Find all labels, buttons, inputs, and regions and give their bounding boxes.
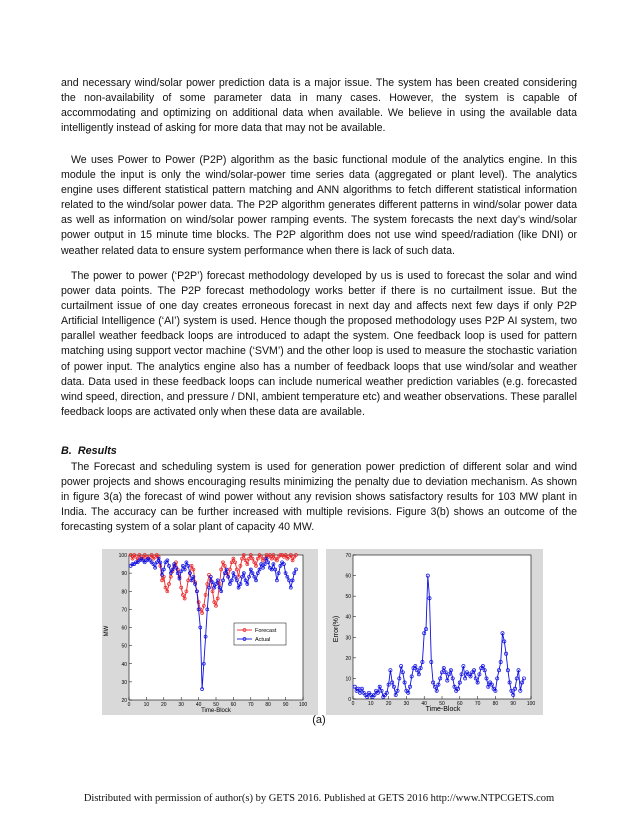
y-tick-label: 30 — [121, 679, 127, 686]
x-tick-label: 40 — [195, 702, 202, 708]
paragraph-intro: and necessary wind/solar power prediction data is a major issue. The system has been created considering the non-availability of some parameter data in many cases. However, the system is capable of accommodating and optimizing on additional data when available. We believe in using the available data intelligently instead of asking for more data that may not be available. — [61, 77, 577, 135]
paragraph-p2p-algorithm: We uses Power to Power (P2P) algorithm as the basic functional module of the analytics engine. In this module the input is only the wind/solar-power time series data (aggregated or plant level). The analytics engine uses different statistical pattern matching and ANN algorithms to fetch different statistical information related to the wind/solar power data. The P2P algorithm generates different patterns in wind/solar power data as well as information on wind/solar power ramping events. The system forecasts the next day’s wind/solar power output in 15 minute time blocks. The P2P algorithm does not use wind speed/radiation (like DNI) or weather related data to ensure system performance when there is lack of such data. — [61, 154, 577, 257]
y-tick-label: 10 — [345, 676, 351, 683]
y-tick-label: 50 — [345, 594, 351, 601]
x-tick-label: 50 — [439, 701, 445, 707]
legend-label-actual: Actual — [255, 637, 271, 643]
x-tick-label: 70 — [248, 702, 254, 708]
x-tick-label: 90 — [282, 702, 289, 708]
y-tick-label: 70 — [345, 553, 351, 559]
x-tick-label: 40 — [421, 701, 427, 707]
x-tick-label: 10 — [143, 702, 150, 708]
y-tick-label: 20 — [121, 698, 127, 704]
x-axis-label: Time-Block — [425, 706, 461, 713]
x-tick-label: 90 — [510, 701, 516, 707]
x-tick-label: 80 — [265, 702, 271, 708]
section-title: Results — [77, 445, 117, 457]
section-number: B. — [61, 445, 72, 457]
x-tick-label: 0 — [351, 701, 355, 707]
y-tick-label: 70 — [121, 607, 127, 614]
y-tick-label: 60 — [121, 625, 127, 632]
y-tick-label: 30 — [345, 635, 351, 642]
x-tick-label: 100 — [298, 702, 308, 708]
x-tick-label: 20 — [385, 701, 392, 707]
y-axis-label: MW — [104, 625, 110, 637]
y-tick-label: 60 — [345, 573, 351, 580]
figure-panel-right — [326, 549, 543, 715]
x-axis-label: Time-Block — [201, 708, 231, 714]
y-tick-label: 100 — [118, 553, 127, 559]
x-tick-label: 0 — [127, 702, 131, 708]
y-tick-label: 80 — [121, 589, 127, 596]
legend-label-forecast: Forecast — [255, 628, 277, 634]
figure-caption: (a) — [312, 714, 326, 726]
paragraph-forecast-methodology: The power to power (‘P2P’) forecast methodology developed by us is used to forecast the solar and wind power data points. The P2P forecast methodology works better if there is no curtailment issue. But the curtailment issue of one day creates erroneous forecast in next day and affects next few days if only P2P Artificial Intelligence (‘AI’) system is used. Hence though the proposed methodology uses P2P AI system, two parallel weather feedback loops are introduced to adapt the system. One feedback loop is used for pattern matching using support vector machine (‘SVM’) and the other loop is used to measure the stochastic variation of power input. The analytics engine also has a number of feedback loops that use wind/solar and weather data. Data used in these feedback loops can include numerical weather prediction variables (e.g. forecasted wind speed, direction, and pressure / DNI, ambient temperature etc) and weather observations. These parallel feedback loops are activated only when these data are available. — [61, 270, 577, 418]
y-tick-label: 40 — [345, 614, 351, 621]
paragraph-results: The Forecast and scheduling system is used for generation power prediction of different solar and wind power projects and shows encouraging results minimizing the penalty due to deviation mechanism. As shown in figure 3(a) the forecast of wind power without any revision shows satisfactory results for 103 MW plant in India. The accuracy can be further increased with multiple revisions. Figure 3(b) shows an outcome of the forecasting system of a solar plant of capacity 40 MW. — [61, 461, 577, 534]
y-tick-label: 20 — [345, 655, 351, 662]
x-tick-label: 50 — [213, 702, 219, 708]
plot-area — [353, 555, 531, 699]
x-tick-label: 70 — [474, 701, 481, 707]
footer-distribution-note: Distributed with permission of author(s) by GETS 2016. Published at GETS 2016 http://www.NTPCGETS.com — [83, 793, 555, 804]
figure-panel-left — [102, 549, 318, 715]
forecast-vs-actual-chart — [102, 549, 318, 715]
y-tick-label: 50 — [121, 643, 127, 650]
x-tick-label: 30 — [403, 701, 410, 707]
error-percent-chart — [326, 549, 543, 715]
section-heading — [61, 445, 117, 457]
x-tick-label: 60 — [230, 702, 237, 708]
x-tick-label: 80 — [492, 701, 499, 707]
x-tick-label: 20 — [161, 702, 167, 708]
y-tick-label: 0 — [348, 697, 351, 703]
y-tick-label: 90 — [121, 571, 127, 578]
y-tick-label: 40 — [121, 661, 127, 668]
x-tick-label: 60 — [457, 701, 463, 707]
x-tick-label: 10 — [368, 701, 374, 707]
x-tick-label: 30 — [178, 702, 184, 708]
y-axis-label: Error(%) — [333, 615, 340, 643]
x-tick-label: 100 — [526, 701, 536, 707]
